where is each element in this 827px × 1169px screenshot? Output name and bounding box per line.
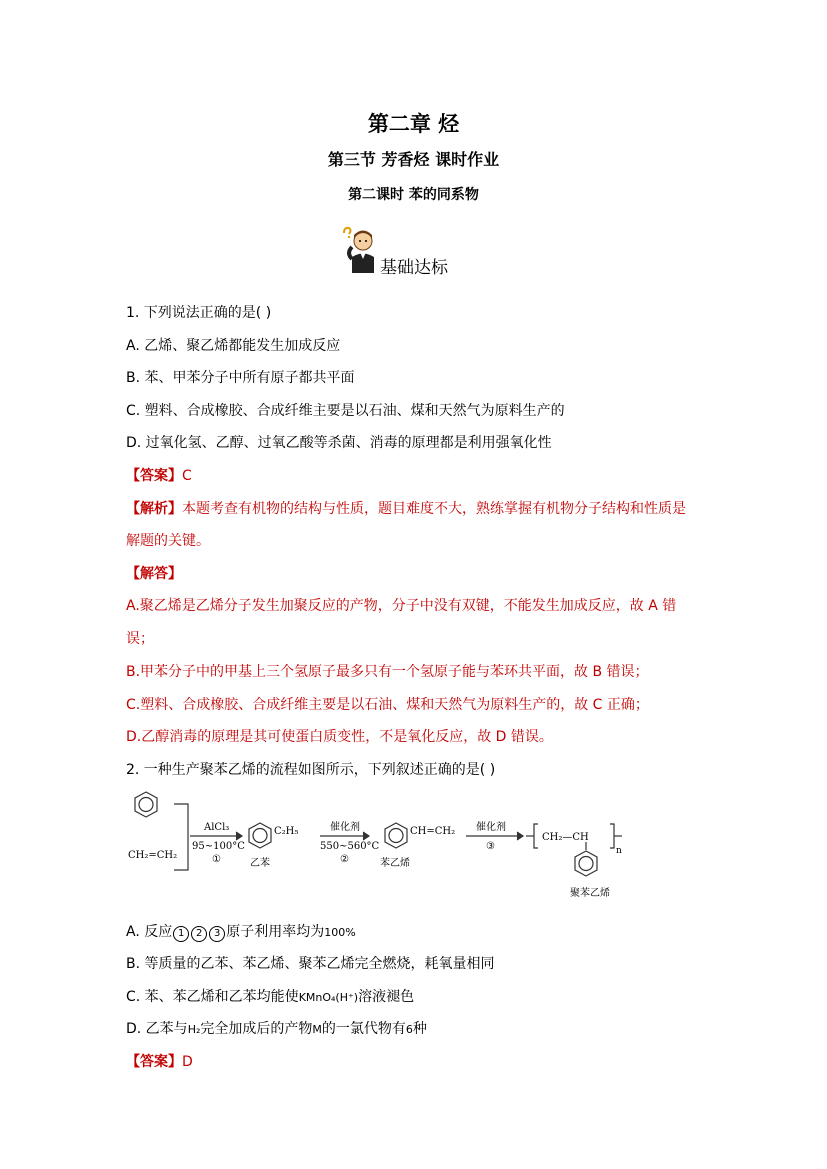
q2-c-prefix: C. 苯、苯乙烯和乙苯均能使	[126, 989, 299, 1005]
reaction-scheme	[124, 790, 644, 902]
analysis-text: 本题考查有机物的结构与性质，题目难度不大，熟练掌握有机物分子结构和性质是	[182, 501, 686, 517]
step2-label: ②	[340, 854, 349, 865]
q1-solution-d: D.乙醇消毒的原理是其可使蛋白质变性，不是氧化反应，故 D 错误。	[126, 729, 553, 745]
q2-c-text: 溶液褪色	[358, 989, 415, 1005]
step2-circle: 2	[191, 926, 207, 942]
q1-option-c: C. 塑料、合成橡胶、合成纤维主要是以石油、煤和天然气为原料生产的	[126, 403, 565, 419]
q2-d-m: M	[312, 1023, 322, 1036]
q2-d-h2: H₂	[187, 1023, 201, 1036]
q1-solution-tag: 【解答】	[126, 566, 182, 582]
lesson-title: 第二课时 苯的同系物	[348, 187, 479, 203]
q2-option-b: B. 等质量的乙苯、苯乙烯、聚苯乙烯完全燃烧，耗氧量相同	[126, 956, 495, 972]
vinyl-group: CH=CH₂	[410, 826, 456, 837]
q1-option-d: D. 过氧化氢、乙醇、过氧乙酸等杀菌、消毒的原理都是利用强氧化性	[126, 435, 552, 451]
benzene-ring	[135, 792, 157, 817]
reagent1-top: AlCl₃	[204, 822, 230, 833]
reagent3-top: 催化剂	[476, 822, 506, 833]
answer-value: D	[182, 1054, 193, 1070]
ethylene-label: CH₂=CH₂	[128, 850, 178, 861]
q1-solution-c: C.塑料、合成橡胶、合成纤维主要是以石油、煤和天然气为原料生产的，故 C 正确；	[126, 697, 649, 713]
answer-value: C	[182, 468, 192, 484]
answer-tag: 【答案】	[126, 468, 182, 484]
step3-circle: 3	[209, 926, 225, 942]
polystyrene-ring	[575, 851, 597, 876]
q2-d-text3: 种	[412, 1021, 427, 1037]
q1-solution-a-cont: 误；	[126, 631, 154, 647]
q2-a-prefix: A. 反应	[126, 924, 173, 940]
styrene-name: 苯乙烯	[380, 858, 410, 869]
q1-option-b: B. 苯、甲苯分子中所有原子都共平面	[126, 370, 355, 386]
q2-option-a	[126, 921, 356, 942]
analysis-tag: 【解析】	[126, 501, 182, 517]
step1-label: ①	[212, 854, 221, 865]
ethylbenzene-name: 乙苯	[250, 858, 270, 869]
section-title: 第三节 芳香烃 课时作业	[327, 150, 500, 169]
q2-d-prefix: D. 乙苯与	[126, 1021, 188, 1037]
step1-circle: 1	[173, 926, 189, 942]
q2-d-num: 6	[405, 1023, 413, 1036]
q2-stem: 2. 一种生产聚苯乙烯的流程如图所示，下列叙述正确的是( )	[126, 762, 496, 778]
step3-label: ③	[486, 841, 495, 852]
polymer-n: n	[616, 846, 622, 856]
q1-solution-a: A.聚乙烯是乙烯分子发生加聚反应的产物，分子中没有双键，不能发生加成反应，故 A 错	[126, 598, 677, 614]
chapter-title: 第二章 烃	[367, 111, 460, 136]
student-thinking-icon	[338, 225, 380, 273]
reagent1-bottom: 95~100°C	[192, 841, 245, 852]
ethyl-group: C₂H₅	[274, 826, 299, 837]
q2-d-text1: 完全加成后的产物	[200, 1021, 313, 1037]
q2-d-text2: 的一氯代物有	[321, 1021, 406, 1037]
q1-analysis-line2: 解题的关键。	[126, 533, 210, 549]
reagent2-bottom: 550~560°C	[320, 841, 380, 852]
q1-stem: 1. 下列说法正确的是( )	[126, 305, 272, 321]
reagent2-top: 催化剂	[330, 822, 360, 833]
q2-option-c	[126, 986, 414, 1006]
q1-analysis	[126, 498, 686, 518]
q2-a-text: 原子利用率均为	[226, 924, 325, 940]
basic-badge-label: 基础达标	[380, 258, 448, 278]
styrene-ring	[385, 823, 407, 848]
q1-option-a: A. 乙烯、聚乙烯都能发生加成反应	[126, 338, 341, 354]
q1-answer	[126, 465, 192, 485]
answer-tag: 【答案】	[126, 1054, 182, 1070]
q1-solution-b: B.甲苯分子中的甲基上三个氢原子最多只有一个氢原子能与苯环共平面，故 B 错误；	[126, 664, 649, 680]
q2-option-d	[126, 1018, 427, 1038]
q2-c-reagent: KMnO₄(H⁺)	[298, 991, 359, 1004]
ethylbenzene-ring	[249, 823, 271, 848]
polymer-chain: CH₂—CH	[542, 832, 589, 843]
q2-a-value: 100%	[324, 926, 356, 939]
polystyrene-name: 聚苯乙烯	[570, 888, 610, 899]
q2-answer	[126, 1051, 193, 1071]
